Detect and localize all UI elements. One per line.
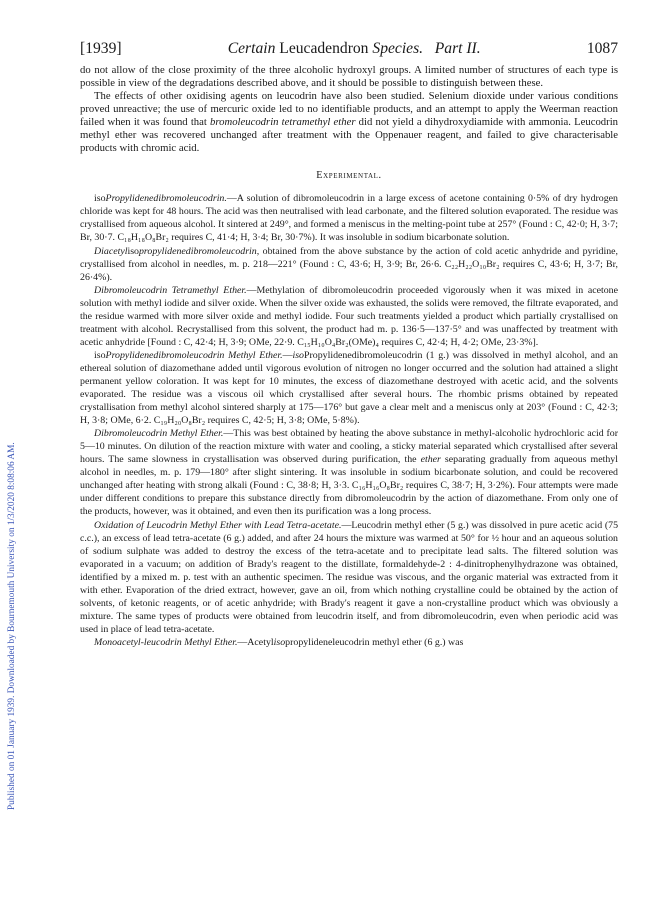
exp-p1-lead-italic: Propylidenedibromoleucodrin. xyxy=(105,193,227,205)
experimental-paragraph-7 xyxy=(80,636,618,649)
exp-p7-iso: iso xyxy=(273,636,286,648)
exp-p5-text-a: —This was best obtained by heating the above substance in methyl-alcoholic hydrochloric acid for 5—10 minutes. On dilution of the reaction mixture with water and cooling, a sticky material separated which crystallised after several hours. The same slowness in crystallisation was observed during purification, the xyxy=(80,428,618,466)
intro-paragraph-1: do not allow of the close proximity of the three alcoholic hydroxyl groups. A limited number of structures of each type is possible in view of the degradations described above, and it should be possible to distinguish between these. xyxy=(80,64,618,90)
intro-p2-emphasis: bromoleucodrin tetramethyl ether xyxy=(210,116,356,129)
exp-p4-lead-italic: Propylidenedibromoleucodrin Methyl Ether. xyxy=(105,349,283,361)
header-page-number: 1087 xyxy=(586,40,618,57)
exp-p4-text-a: — xyxy=(282,349,293,361)
experimental-paragraph-3 xyxy=(80,284,618,349)
exp-p3-text: —Methylation of dibromoleucodrin proceeded vigorously when it was mixed in acetone solution with methyl iodide and silver oxide. When the silver oxide was exhausted, the solids were removed, the filtrate evaporated, and the residue warmed with more silver oxide and methyl iodide. Four such treatments yielded a product which partially crystallised on treatment with alcohol. Recrystallised from this solvent, the product had m. p. 136·5—137·5° and was unaffected by treatment with acetic anhydride [Found : C, 42·4; H, 3·9; OMe, 22·9. C₁₅H₁₀O₄Br₂(OMe)₄ requires C, 42·4; H, 4·2; OMe, 23·3%]. xyxy=(80,284,618,348)
exp-p7-text-a: —Acetyl xyxy=(237,636,274,648)
exp-p7-text-b: propylideneleucodrin methyl ether (6 g.) was xyxy=(285,636,464,648)
exp-p6-text: —Leucodrin methyl ether (5 g.) was dissolved in pure acetic acid (75 c.c.), an excess of lead tetra-acetate (6 g.) added, and after 24 hours the mixture was warmed at 50° for ½ hour and an aqueous solution of sodium sulphate was added to destroy the excess of the tetra-acetate and to precipitate lead salts. The filtered solution was evaporated in a vacuum; on addition of Brady's reagent to the distillate, formaldehyde-2 : 4-dinitrophenylhydrazone was obtained, identified by a mixed m. p. test with an authentic specimen. The residue was viscous, and the organic material was extracted from it with ether. Evaporation of the dried extract, however, gave an oil, from which nothing crystalline could be obtained by the action of solvents, of ketonic reagents, or of acetic anhydride; with Brady's reagent it gave a non-crystalline product which was obviously a mixture. The same types of products were obtained from leucodrin itself, and from dibromoleucodrin, even when periodic acid was used in place of lead tetra-acetate. xyxy=(80,519,619,635)
exp-p4-text-b: Propylidenedibromoleucodrin (1 g.) was dissolved in methyl alcohol, and an ethereal solution of diazomethane added until vigorous evolution of nitrogen no longer occurred and the solution had attained a slight permanent yellow coloration. It was kept for 10 minutes, the excess of diazomethane destroyed with acetic acid, and the solvents evaporated. The residue was a viscous oil which crystallised after several hours. The rhombic prisms obtained by repeated crystallisation from methyl alcohol sintered sharply at 175—176° but gave a clear melt and a meniscus only at 203° (Found : C, 42·3; H, 3·8; OMe, 6·2. C₁₉H₂₀O₈Br₂ requires C, 42·5; H, 3·8; OMe, 5·8%). xyxy=(80,349,618,427)
running-header xyxy=(80,40,618,58)
exp-p6-lead: Oxidation of Leucodrin Methyl Ether with Lead Tetra-acetate. xyxy=(94,519,342,531)
header-year: [1939] xyxy=(80,40,122,57)
header-running-title xyxy=(228,40,481,58)
exp-p1-lead-roman: iso xyxy=(94,193,106,205)
section-heading-experimental: Experimental. xyxy=(316,170,382,182)
exp-p4-lead-roman: iso xyxy=(94,349,106,361)
exp-p4-iso: iso xyxy=(292,349,304,361)
exp-p2-lead-a: Diacetyl xyxy=(94,245,128,257)
exp-p5-lead: Dibromoleucodrin Methyl Ether. xyxy=(94,428,224,440)
journal-page xyxy=(80,40,618,649)
exp-p2-text: obtained from the above substance by the action of cold acetic anhydride and pyridine, crystallised from alcohol in needles, m. p. 218—221° (Found : C, 43·6; H, 3·9; Br, 26·6. C₂₂H₂₂O₁₀Br₂ requires C, 43·6; H, 3·7; Br, 26·4%). xyxy=(80,245,618,283)
experimental-paragraph-1 xyxy=(80,192,618,244)
exp-p7-lead: Monoacetyl-leucodrin Methyl Ether. xyxy=(94,636,238,648)
intro-p2-text-a: The effects of other oxidising agents on leucodrin have also been studied. Selenium dioxide under various conditions proved unreactive; the use of mercuric oxide led to no identifiable products, and an attempt to apply the Weerman reaction failed when it was found that xyxy=(80,90,618,129)
exp-p5-emphasis: ether xyxy=(420,454,441,466)
experimental-paragraph-5 xyxy=(80,427,618,518)
intro-paragraph-2 xyxy=(80,90,618,155)
experimental-paragraph-4 xyxy=(80,349,618,427)
exp-p5-text-b: separating gradually from aqueous methyl alcohol in needles, m. p. 179—180° after slight sintering. It was insoluble in sodium bicarbonate solution, and could be recovered unchanged after heating with strong alkali (Found : C, 38·8; H, 3·3. C₁₆H₁₆O₈Br₂ requires C, 38·7; H, 3·2%). Four attempts were made under different conditions to prepare this substance directly from dibromoleucodrin by the action of diazomethane. From only one of the products, however, was it obtained, and even then its purification was a long process. xyxy=(80,454,618,518)
header-title-italic-2: Species. Part II. xyxy=(372,40,481,57)
exp-p3-lead: Dibromoleucodrin Tetramethyl Ether. xyxy=(94,284,247,296)
exp-p2-lead-b: iso xyxy=(127,245,139,257)
intro-p2-text-b: did not yield a dihydroxydiamide with ammonia. Leucodrin methyl ether was recovered unchanged after treatment with the Oppenauer reagent, and failed to give characterisable products with chromic acid. xyxy=(80,116,619,155)
publication-margin-note xyxy=(6,150,20,810)
exp-p2-lead-c: propylidenedibromoleucodrin, xyxy=(138,245,260,257)
exp-p1-text: —A solution of dibromoleucodrin in a large excess of acetone containing 0·5% of dry hydrogen chloride was kept for 48 hours. The acid was then neutralised with lead carbonate, and the filtered solution evaporated. The residue was crystallised from aqueous alcohol. It sintered at 249°, and formed a meniscus in the melting-point tube at 257° (Found : C, 42·0; H, 3·7; Br, 30·7. C₁₈H₁₈O₈Br₂ requires C, 41·4; H, 3·4; Br, 30·7%). It was insoluble in sodium bicarbonate solution. xyxy=(80,193,618,244)
header-title-italic-1: Certain xyxy=(227,40,276,57)
publication-margin-note-text: Published on 01 January 1939. Downloaded by Bournemouth University on 1/3/2020 8:08:06 AM. xyxy=(7,442,17,810)
experimental-paragraph-6 xyxy=(80,519,618,636)
header-title-roman: Leucadendron xyxy=(279,40,369,57)
experimental-paragraph-2 xyxy=(80,245,618,284)
